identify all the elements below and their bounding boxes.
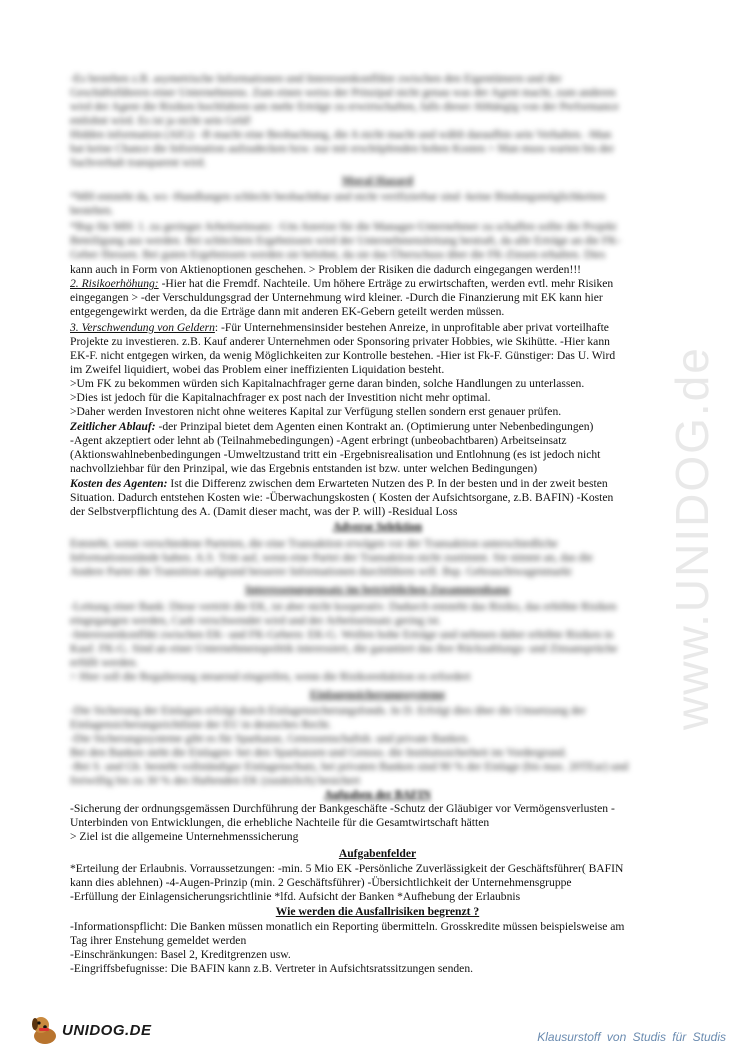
text-line: Entsteht, wenn verschiedene Parteien, die eine Transaktion erwägen vor der Transaktion unterschiedliche — [70, 537, 558, 550]
logo-text: UNIDOG.DE — [62, 1021, 152, 1039]
text-line: -Die Sicherungssysteme gibt es für Sparkasse, Genossenschaftsb. und private Banken. — [70, 732, 470, 745]
dog-icon — [30, 1014, 60, 1046]
text-line: eingegangen werden, Cash verschwendet wird und der Arbeitseinsatz gering ist. — [70, 614, 442, 627]
text-line: >Daher werden Investoren nicht ohne weiteres Kapital zur Verfügung stellen sondern erst genauer prüfen. — [70, 405, 562, 418]
text-line: *MH entsteht da, wo -Handlungen schlecht beobachtbar und nicht verifizierbar sind -keine Bindungsmöglichkeiten — [70, 190, 606, 203]
text-line: der Selbstverpflichtung des A. (Damit dieser macht, was der P. will) -Residual Loss — [70, 505, 458, 518]
text-line: Einlagensicherungsrichtlinie der EU in deutsches Recht. — [70, 718, 332, 731]
text-line: >Um FK zu bekommen würden sich Kapitalnachfrager gerne daran binden, solche Handlungen zu unterlassen. — [70, 377, 585, 390]
text-line: -Die Sicherung der Einlagen erfolgt durch Einlagensicherungsfonds. In D. Erfolgt dies über die Umsetzung der — [70, 704, 586, 717]
text-line: Andere Partei die Transition aufgrund besserer Informationen durchführen will. Bsp. Gebrauchtwagenmarkt — [70, 565, 572, 578]
text-line: 2. Risikoerhöhung: -Hier hat die Fremdf. Nachteile. Um höhere Erträge zu erwirtschaften, werden evtl. mehr Risiken — [70, 277, 614, 290]
text-line: Situation. Dadurch entstehen Kosten wie: -Überwachungskosten ( Kosten der Aufsichtsorgane, z.B. BAFIN) -Kosten — [70, 491, 614, 504]
text-line: Hidden information (AIG): -B macht eine Beobachtung, die A nicht macht und wählt daraufhin sein Verhalten. -Man — [70, 128, 612, 141]
section-heading: Einlagensicherungssysteme — [309, 688, 446, 701]
footer-slogan: Klausurstoff von Studis für Studis — [537, 1030, 726, 1044]
section-heading: Moral Hazard — [341, 174, 414, 187]
text-line: Projekte zu investieren. z.B. Kauf anderer Unternehmen oder Sponsoring privater Hobbies, wie Skihütte. -Hier kann — [70, 335, 610, 348]
section-heading: Wie werden die Ausfallrisiken begrenzt ? — [275, 905, 480, 918]
text-line: -Einschränkungen: Basel 2, Kreditgrenzen usw. — [70, 948, 291, 961]
text-line: 3. Verschwendung von Geldern: -Für Unternehmensinsider bestehen Anreize, in unprofitable aber privat vorteilhafte — [70, 321, 609, 334]
text-line: Bei den Banken steht die Einlagen- bei den Sparkassen und Genoss. die Institutssicherheit im Vordergrund. — [70, 746, 568, 759]
text-line: >Dies ist jedoch für die Kapitalnachfrager ex post nach der Investition nicht mehr optimal. — [70, 391, 491, 404]
text-line: im Zweifel liquidiert, wobei das Problem einer ineffizienten Liquidation besteht. — [70, 363, 445, 376]
inline-label: 3. Verschwendung von Geldern — [70, 321, 215, 334]
section-heading: Aufgaben der BAFIN — [324, 788, 431, 801]
text-line: Geschäftsführern einer Unternehmens. Zum einen weiss der Prinzipal nicht genau was der Agent macht, zum anderen — [70, 86, 616, 99]
text-line: Kosten des Agenten: Ist die Differenz zwischen dem Erwarteten Nutzen des P. In der besten und in der zweit besten — [70, 477, 608, 490]
text-line: -Sicherung der ordnungsgemässen Durchführung der Bankgeschäfte -Schutz der Gläubiger vor Vermögensverlusten - — [70, 802, 615, 815]
text-line: erfüllt werden. — [70, 656, 139, 669]
text-line: -Interessenkonflikt zwischen EK- und FK-Gebern: EK-G. Wollen hohe Erträge und nehmen daher erhöhte Risiken in — [70, 628, 614, 641]
text-line: Geber fliessen. Bei guten Ergebnissen werden sie belohnt, da sie das Überschuss über die FK-Zinsen erhalten. Dies — [70, 248, 606, 261]
text-line: *Bsp für MH: 1. zu geringer Arbeitseinsatz: -Um Anreize für die Manager-Unternehmer zu schaffen sollte die Projekt — [70, 220, 617, 233]
inline-label: 2. Risikoerhöhung: — [70, 277, 159, 290]
text-line: *Erteilung der Erlaubnis. Vorraussetzungen: -min. 5 Mio EK -Persönliche Zuverlässigkeit der Geschäftsführer( BAFIN — [70, 862, 624, 875]
text-line: kann auch in Form von Aktienoptionen geschehen. > Problem der Risiken die dadurch eingegangen werden!!! — [70, 263, 582, 276]
text-line: Zeitlicher Ablauf: -der Prinzipal bietet dem Agenten einen Kontrakt an. (Optimierung unter Nebenbedingungen) — [70, 420, 594, 433]
inline-label: Zeitlicher Ablauf: — [70, 420, 156, 433]
section-heading: Adverse Selektion — [332, 520, 423, 533]
text-line: Tag ihrer Enstehung gemeldet werden — [70, 934, 247, 947]
text-line: EK-F. nicht entgegen wirken, da wenig Möglichkeiten zur Kontrolle bestehen. -Hier ist Fk-F. Günstiger: Das U. Wird — [70, 349, 616, 362]
text-line: entlohnt wird. Es ist ja nicht sein Geld! — [70, 114, 252, 127]
unidog-logo[interactable] — [30, 1012, 152, 1048]
inline-label: Kosten des Agenten: — [70, 477, 168, 490]
text-line: -Erfüllung der Einlagensicherungsrichtlinie *lfd. Aufsicht der Banken *Aufhebung der Erlaubnis — [70, 890, 521, 903]
text-line: -Bei S. und Gb. besteht vollständiger Einlagenschutz, bei privaten Banken sind 90 % der Einlage (bis max. 20TEur) und — [70, 760, 629, 773]
text-line: eingegangen > -der Verschuldungsgrad der Unternehmung wird kleiner. -Durch die Finanzierung mit EK kann hier — [70, 291, 603, 304]
text-line: Kauf. FK-G. Sind an einer Unternehmenspolitik interessiert, die garantiert das ihre Rückzahlungs- und Zinsansprüche — [70, 642, 618, 655]
text-line: entgegengewirkt werden, da die Erträge dann mit anderen EK-Gebern geteilt werden müssen. — [70, 305, 505, 318]
text-line: Unterbinden von Entwicklungen, die erhebliche Nachteile für die Gesamtwirtschaft hätten — [70, 816, 490, 829]
text-line: Informationsstände haben. A.S. Tritt auf, wenn eine Partei der Transaktion nicht zustimmt. Sie nimmt an, das die — [70, 551, 593, 564]
text-line: -Agent akzeptiert oder lehnt ab (Teilnahmebedingungen) -Agent erbringt (unbeobachtbaren) Arbeitseinsatz — [70, 434, 567, 447]
text-line: wird der Agent die Risiken hochfahren um mehr Erträge zu erwirtschaften, falls dieser Abhängig von der Performance — [70, 100, 619, 113]
text-line: -Eingriffsbefugnisse: Die BAFIN kann z.B. Vertreter in Aufsichtsratssitzungen senden. — [70, 962, 474, 975]
text-line: -Leitung einer Bank: Diese vertritt die EK, ist aber nicht kooperativ. Dadurch entsteht das Risiko, das erhöhte Risiken — [70, 600, 617, 613]
section-heading: Aufgabenfelder — [338, 847, 417, 860]
text-line: bestehen. — [70, 204, 114, 217]
text-line: > Hier soll die Regulierung steuernd eingreifen, wenn die Risikoreduktion es erfordert — [70, 670, 471, 683]
watermark: www.UNIDOG.de — [666, 346, 718, 730]
text-line: (Aktionswahlnebenbedingungen -Umweltzustand tritt ein -Ergebnisrealisation und Entlohnung (es ist jedoch nicht — [70, 448, 601, 461]
section-heading: Interessengegensatz im betrieblichen Zusammenhang — [245, 583, 510, 596]
text-line: > Ziel ist die allgemeine Unternehmenssicherung — [70, 830, 299, 843]
text-line: nachvollziehbar für den Prinzipal, wie das Ergebnis entstanden ist bzw. unter welchen Bedingungen) — [70, 462, 538, 475]
text-line: Sachverhalt transparent wird. — [70, 156, 207, 169]
text-line: Beteiligung aus werden. Bei schlechten Ergebnissen wird der Unternehmensleitung bestraft, da alle Erträge an die FK- — [70, 234, 621, 247]
text-line: hat keine Chance die Information aufzudecken bzw. nur mit erschöpfenden hohen Kosten > Man muss warten bis der — [70, 142, 615, 155]
text-line: -Es bestehen z.B. asymetrische Informationen und Interessenkonflikte zwischen den Eigentümern und der — [70, 72, 562, 85]
text-line: -Informationspflicht: Die Banken müssen monatlich ein Reporting übermitteln. Grosskredite müssen beispielsweise am — [70, 920, 625, 933]
text-line: freiwillig bis zu 30 % des Haftenden EK (zusätzlich) besichert — [70, 774, 361, 787]
text-line: kann dies ablehnen) -4-Augen-Prinzip (min. 2 Geschäftsführer) -Übersichtlichkeit der Unternehmensgruppe — [70, 876, 572, 889]
